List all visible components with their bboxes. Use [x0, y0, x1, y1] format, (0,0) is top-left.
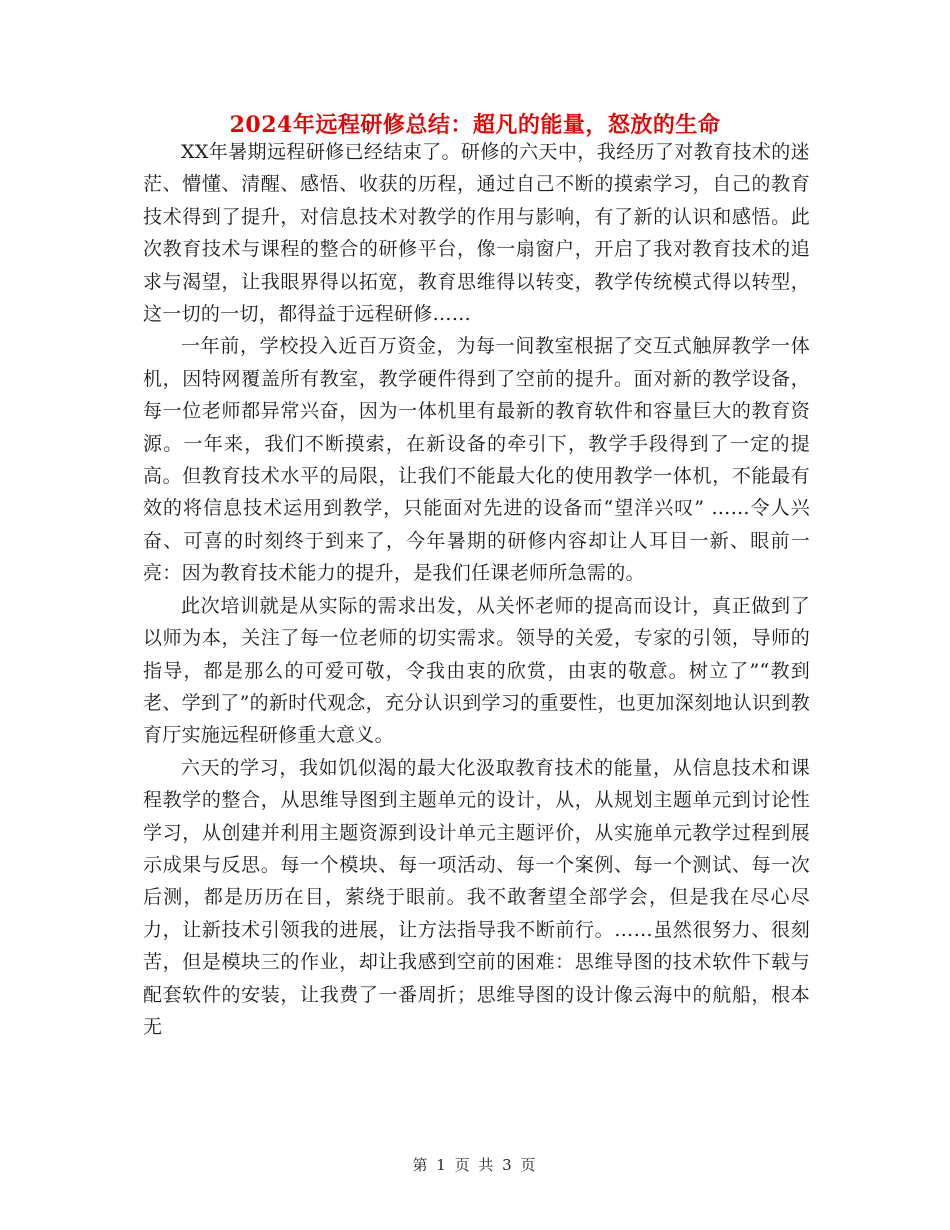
- paragraph-2: 一年前，学校投入近百万资金，为每一间教室根据了交互式触屏教学一体机，因特网覆盖所有教室，教学硬件得到了空前的提升。面对新的教学设备，每一位老师都异常兴奋，因为一体机里有最新的教育软件和容量巨大的教育资源。一年来，我们不断摸索，在新设备的牵引下，教学手段得到了一定的提高。但教育技术水平的局限，让我们不能最大化的使用教学一体机，不能最有效的将信息技术运用到教学，只能面对先进的设备而“望洋兴叹” ……令人兴奋、可喜的时刻终于到来了，今年暑期的研修内容却让人耳目一新、眼前一亮：因为教育技术能力的提升，是我们任课老师所急需的。: [143, 335, 810, 585]
- document-title: 2024年远程研修总结：超凡的能量，怒放的生命: [229, 112, 721, 138]
- paragraph-1: XX年暑期远程研修已经结束了。研修的六天中，我经历了对教育技术的迷茫、懵懂、清醒、感悟、收获的历程，通过自己不断的摸索学习，自己的教育技术得到了提升，对信息技术对教学的作用与影响，有了新的认识和感悟。此次教育技术与课程的整合的研修平台，像一扇窗户，开启了我对教育技术的追求与渴望，让我眼界得以拓宽，教育思维得以转变，教学传统模式得以转型，这一切的一切，都得益于远程研修……: [143, 141, 810, 326]
- page-footer: 第 1 页 共 3 页: [412, 1156, 538, 1174]
- paragraph-3: 此次培训就是从实际的需求出发，从关怀老师的提高而设计，真正做到了以师为本，关注了每一位老师的切实需求。领导的关爱，专家的引领，导师的指导，都是那么的可爱可敬，令我由衷的欣赏，由衷的敬意。树立了”“教到老、学到了”的新时代观念，充分认识到学习的重要性，也更加深刻地认识到教育厅实施远程研修重大意义。: [143, 594, 810, 747]
- document-body: [143, 136, 810, 1043]
- paragraph-4: 六天的学习，我如饥似渴的最大化汲取教育技术的能量，从信息技术和课程教学的整合，从思维导图到主题单元的设计，从，从规划主题单元到讨论性学习，从创建并利用主题资源到设计单元主题评价，从实施单元教学过程到展示成果与反思。每一个模块、每一项活动、每一个案例、每一个测试、每一次后测，都是历历在目，萦绕于眼前。我不敢奢望全部学会，但是我在尽心尽力，让新技术引领我的进展，让方法指导我不断前行。……虽然很努力、很刻苦，但是模块三的作业，却让我感到空前的困难：思维导图的技术软件下载与配套软件的安装，让我费了一番周折；思维导图的设计像云海中的航船，根本无: [143, 756, 810, 1038]
